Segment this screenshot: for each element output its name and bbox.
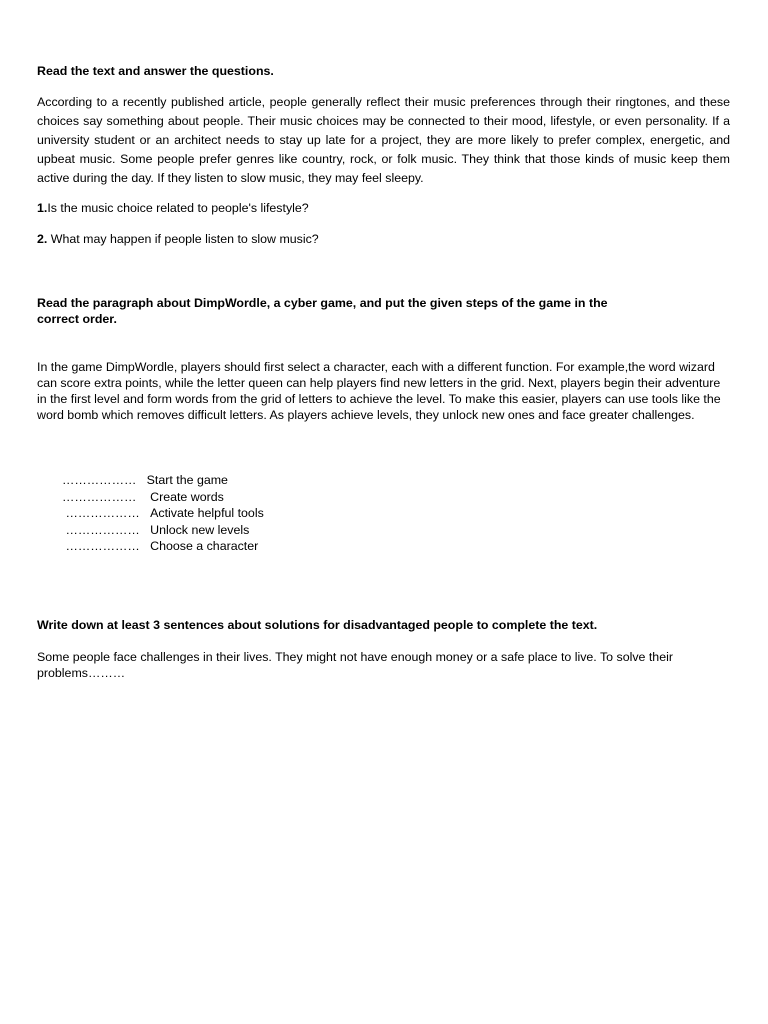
step-row: [62, 505, 264, 522]
step-label: Choose a character: [150, 539, 259, 553]
question-2-number: 2.: [37, 232, 48, 246]
section3-heading: Write down at least 3 sentences about solutions for disadvantaged people to complete the text.: [37, 618, 598, 632]
section2-paragraph: In the game DimpWordle, players should first select a character, each with a different function. For example,the word wizard can score extra points, while the letter queen can help players find new letters in the grid. Next, players begin their adventure in the first level and form words from the grid of letters to achieve the level. To make this easier, players can use tools like the word bomb which removes difficult letters. As players achieve levels, they unlock new ones and face greater challenges.: [37, 360, 721, 422]
question-2: [37, 231, 730, 247]
section2-heading: [37, 295, 730, 327]
step-label: Activate helpful tools: [150, 506, 264, 520]
steps-list: [62, 472, 264, 555]
step-label: Create words: [150, 489, 224, 504]
question-1: [37, 200, 730, 216]
section2-heading-line1: Read the paragraph about DimpWordle, a cyber game, and put the given steps of the game in the: [37, 296, 608, 310]
answer-blank: ………………: [62, 489, 137, 504]
answer-blank: ………………: [62, 473, 137, 487]
question-2-text: What may happen if people listen to slow music?: [47, 232, 319, 246]
question-1-text: Is the music choice related to people's lifestyle?: [47, 201, 309, 215]
question-1-number: 1.: [37, 201, 48, 215]
step-row: [62, 538, 264, 555]
section1-heading: Read the text and answer the questions.: [37, 64, 274, 78]
section3-paragraph: Some people face challenges in their lives. They might not have enough money or a safe place to live. To solve their problems………: [37, 650, 673, 680]
step-label: Unlock new levels: [150, 522, 250, 537]
answer-blank: ………………: [65, 522, 140, 537]
step-row: [62, 489, 264, 506]
section1-paragraph: According to a recently published article, people generally reflect their music preferences through their ringtones, and these choices say something about people. Their music choices may be connected to their mood, lifestyle, or even personality. If a university student or an architect needs to stay up late for a project, they are more likely to prefer complex, energetic, and upbeat music. Some people prefer genres like country, rock, or folk music. They think that those kinds of music keep them active during the day. If they listen to slow music, they may feel sleepy.: [37, 95, 730, 185]
step-label: Start the game: [146, 473, 228, 487]
step-row: [62, 472, 264, 489]
step-row: [62, 522, 264, 539]
answer-blank: ………………: [65, 506, 140, 520]
answer-blank: ………………: [65, 539, 140, 553]
section2-heading-line2: correct order.: [37, 312, 117, 326]
